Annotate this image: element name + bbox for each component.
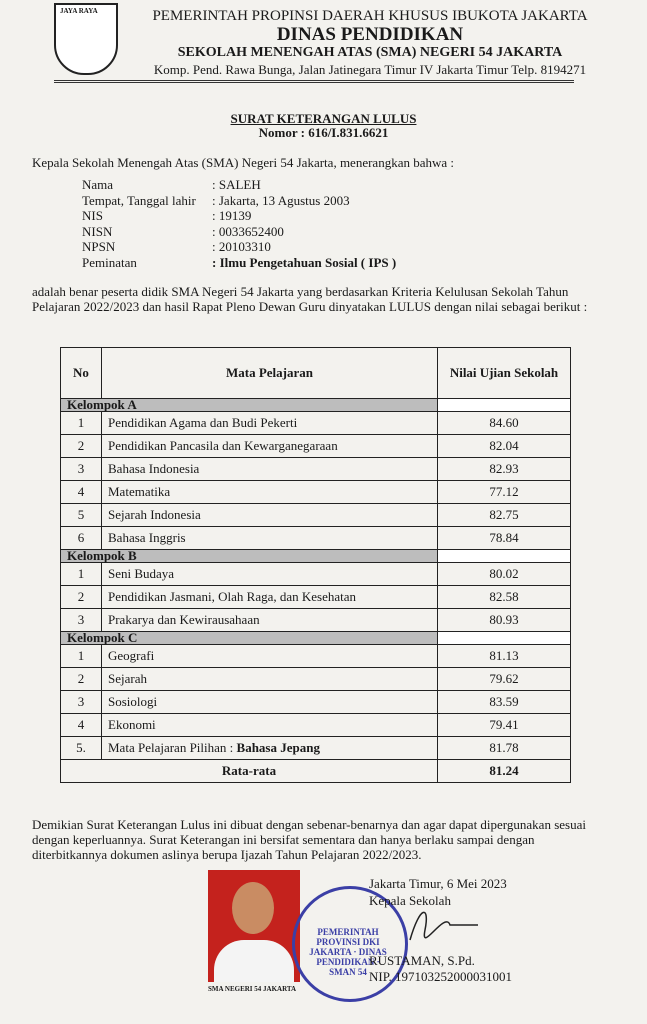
table-row [61, 563, 571, 586]
table-row [61, 458, 571, 481]
row-score: 79.62 [438, 668, 571, 691]
identity-label: NISN [82, 223, 113, 239]
photo-face [232, 882, 274, 934]
identity-label: Tempat, Tanggal lahir [82, 192, 196, 208]
header-divider [54, 80, 574, 83]
identity-value: : Jakarta, 13 Agustus 2003 [212, 192, 350, 208]
table-row [61, 586, 571, 609]
identity-row [82, 224, 396, 240]
logo-text: JAYA RAYA [60, 7, 98, 15]
average-label: Rata-rata [61, 760, 438, 783]
row-no: 2 [61, 435, 102, 458]
row-subject: Mata Pelajaran Pilihan : Bahasa Jepang [102, 737, 438, 760]
row-no: 1 [61, 412, 102, 435]
row-score: 80.93 [438, 609, 571, 632]
signature-nip: NIP. 197103252000031001 [369, 969, 513, 984]
row-score: 82.04 [438, 435, 571, 458]
signature-mark [400, 900, 480, 950]
table-row [61, 645, 571, 668]
row-score: 82.93 [438, 458, 571, 481]
identity-value: : 0033652400 [212, 223, 284, 239]
identity-row [82, 193, 396, 209]
identity-row [82, 177, 396, 193]
group-header-row [61, 550, 571, 563]
table-row [61, 504, 571, 527]
identity-row [82, 208, 396, 224]
header-line4: Komp. Pend. Rawa Bunga, Jalan Jatinegara Timur IV Jakarta Timur Telp. 8194271 [153, 62, 587, 77]
group-header-row [61, 399, 571, 412]
group-name: Kelompok A [61, 399, 438, 412]
row-score: 81.78 [438, 737, 571, 760]
signature-place-date: Jakarta Timur, 6 Mei 2023 [369, 876, 507, 891]
elective-subject: Bahasa Jepang [236, 740, 320, 755]
closing-text: Demikian Surat Keterangan Lulus ini dibuat dengan sebenar-benarnya dan agar dapat dipergunakan sesuai dengan keperluannya. Surat Keterangan ini bersifat sementara dan hanya berlaku sampai dengan diterbitkannya dokumen aslinya berupa Ijazah Tahun Pelajaran 2022/2023. [32, 817, 586, 862]
jakarta-emblem-logo [54, 3, 118, 75]
header-line3: SEKOLAH MENENGAH ATAS (SMA) NEGERI 54 JAKARTA [177, 45, 563, 60]
average-value: 81.24 [438, 760, 571, 783]
statement-text: adalah benar peserta didik SMA Negeri 54 Jakarta yang berdasarkan Kriteria Kelulusan Sekolah Tahun Pelajaran 2022/2023 dan hasil Rapat Pleno Dewan Guru dinyatakan LULUS dengan nilai sebagai berikut : [32, 284, 588, 314]
identity-value: : 20103310 [212, 239, 271, 254]
table-row [61, 714, 571, 737]
row-no: 2 [61, 668, 102, 691]
row-no: 3 [61, 609, 102, 632]
row-subject: Sejarah [102, 668, 438, 691]
row-no: 5. [61, 737, 102, 760]
row-score: 82.75 [438, 504, 571, 527]
identity-label: Peminatan [82, 254, 137, 270]
identity-label: NIS [82, 208, 103, 223]
doc-title: SURAT KETERANGAN LULUS [230, 111, 417, 126]
group-empty [438, 399, 571, 412]
signature-name: RUSTAMAN, S.Pd. [369, 953, 475, 968]
row-subject: Prakarya dan Kewirausahaan [102, 609, 438, 632]
col-score: Nilai Ujian Sekolah [438, 348, 571, 399]
table-row [61, 609, 571, 632]
row-no: 6 [61, 527, 102, 550]
table-row [61, 527, 571, 550]
average-row [61, 760, 571, 783]
row-score: 78.84 [438, 527, 571, 550]
grades-table [60, 347, 571, 783]
identity-row [82, 239, 396, 255]
identity-label: Nama [82, 177, 114, 192]
group-empty [438, 550, 571, 563]
table-row [61, 481, 571, 504]
doc-number: Nomor : 616/I.831.6621 [258, 125, 389, 140]
header-line2: DINAS PENDIDIKAN [276, 24, 464, 45]
row-subject: Seni Budaya [102, 563, 438, 586]
stamp-text: PEMERINTAH PROVINSI DKI JAKARTA · DINAS PENDIDIKAN · SMAN 54 [309, 927, 387, 977]
group-header-row [61, 632, 571, 645]
row-no: 1 [61, 563, 102, 586]
row-score: 80.02 [438, 563, 571, 586]
identity-value: : SALEH [212, 177, 261, 192]
col-no: No [61, 348, 102, 399]
row-subject: Bahasa Inggris [102, 527, 438, 550]
identity-row [82, 255, 396, 271]
row-subject: Pendidikan Pancasila dan Kewarganegaraan [102, 435, 438, 458]
group-name: Kelompok C [61, 632, 438, 645]
row-no: 2 [61, 586, 102, 609]
intro-text: Kepala Sekolah Menengah Atas (SMA) Negeri 54 Jakarta, menerangkan bahwa : [32, 155, 454, 170]
col-subject: Mata Pelajaran [102, 348, 438, 399]
row-subject: Ekonomi [102, 714, 438, 737]
header-line1: PEMERINTAH PROPINSI DAERAH KHUSUS IBUKOTA JAKARTA [152, 8, 588, 24]
group-empty [438, 632, 571, 645]
row-subject: Bahasa Indonesia [102, 458, 438, 481]
row-no: 1 [61, 645, 102, 668]
row-subject: Geografi [102, 645, 438, 668]
row-score: 81.13 [438, 645, 571, 668]
row-score: 84.60 [438, 412, 571, 435]
photo-caption: SMA NEGERI 54 JAKARTA [208, 985, 297, 993]
row-subject: Pendidikan Jasmani, Olah Raga, dan Kesehatan [102, 586, 438, 609]
table-row [61, 737, 571, 760]
row-score: 79.41 [438, 714, 571, 737]
student-photo [208, 870, 300, 982]
row-subject: Sosiologi [102, 691, 438, 714]
row-no: 3 [61, 691, 102, 714]
row-score: 83.59 [438, 691, 571, 714]
photo-shirt [214, 940, 294, 982]
row-subject: Matematika [102, 481, 438, 504]
identity-value: : 19139 [212, 208, 252, 223]
table-row [61, 668, 571, 691]
table-row [61, 691, 571, 714]
row-no: 4 [61, 714, 102, 737]
identity-label: NPSN [82, 239, 116, 254]
row-subject: Pendidikan Agama dan Budi Pekerti [102, 412, 438, 435]
identity-value: : Ilmu Pengetahuan Sosial ( IPS ) [212, 254, 397, 270]
table-row [61, 412, 571, 435]
row-no: 5 [61, 504, 102, 527]
group-name: Kelompok B [61, 550, 438, 563]
row-score: 77.12 [438, 481, 571, 504]
identity-block [82, 177, 396, 270]
row-score: 82.58 [438, 586, 571, 609]
signature-role: Kepala Sekolah [369, 893, 451, 908]
row-subject: Sejarah Indonesia [102, 504, 438, 527]
table-row [61, 435, 571, 458]
row-no: 4 [61, 481, 102, 504]
row-no: 3 [61, 458, 102, 481]
